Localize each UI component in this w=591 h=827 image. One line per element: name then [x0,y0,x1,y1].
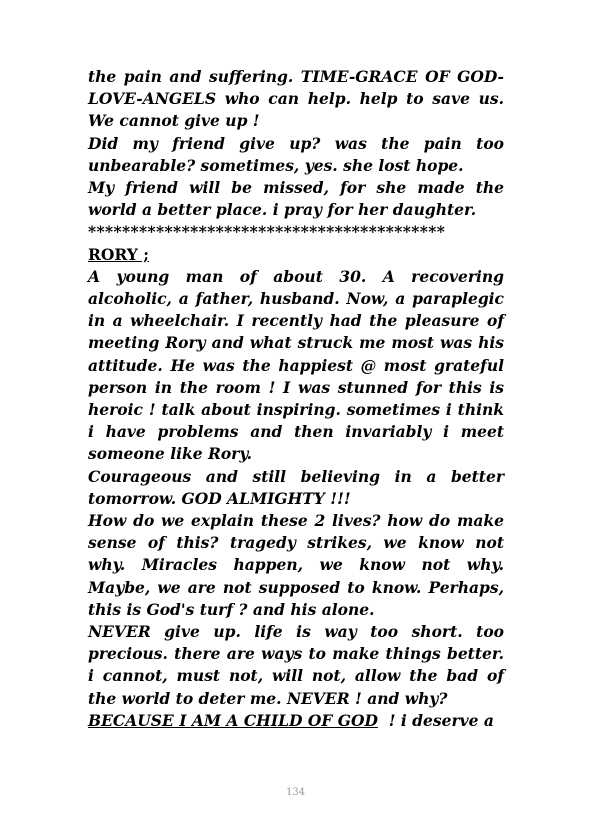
paragraph-friend-question: Did my friend give up? was the pain too unbearable? sometimes, yes. she lost hope. [88,133,504,175]
page-number: 134 [285,787,306,798]
paragraph-intro: the pain and suffering. TIME-GRACE OF GOD-LOVE-ANGELS who can help. help to save us. We cannot give up ! [88,67,504,131]
asterisk-separator: ****************************************** [88,222,446,242]
paragraph-courageous: Courageous and still believing in a better tomorrow. GOD ALMIGHTY !!! [88,466,504,508]
section-heading-rory: RORY ; [88,244,149,264]
paragraph-rory-description: A young man of about 30. A recovering alcoholic, a father, husband. Now, a paraplegic in a wheelchair. I recently had the pleasure of meeting Rory and what struck me most was his attitude. He was the happiest @ most grateful person in the room ! I was stunned for this is heroic ! talk about inspiring. sometimes i think i have problems and then invariably i meet someone like Rory. [88,266,504,464]
paragraph-friend-missed: My friend will be missed, for she made the world a better place. i pray for her daughter. [88,178,504,220]
paragraph-explain-lives: How do we explain these 2 lives? how do make sense of this? tragedy strikes, we know not why. Miracles happen, we know not why. Maybe, we are not supposed to know. Perhaps, this is God's turf ? and his alone. [88,511,504,619]
final-line [88,710,504,732]
paragraph-never-give-up: NEVER give up. life is way too short. too precious. there are ways to make things better. i cannot, must not, will not, allow the bad of the world to deter me. NEVER ! and why? [88,622,504,708]
final-line-rest: ! i deserve a [377,710,494,730]
page-body [88,66,504,732]
child-of-god-underlined: BECAUSE I AM A CHILD OF GOD [88,710,378,730]
